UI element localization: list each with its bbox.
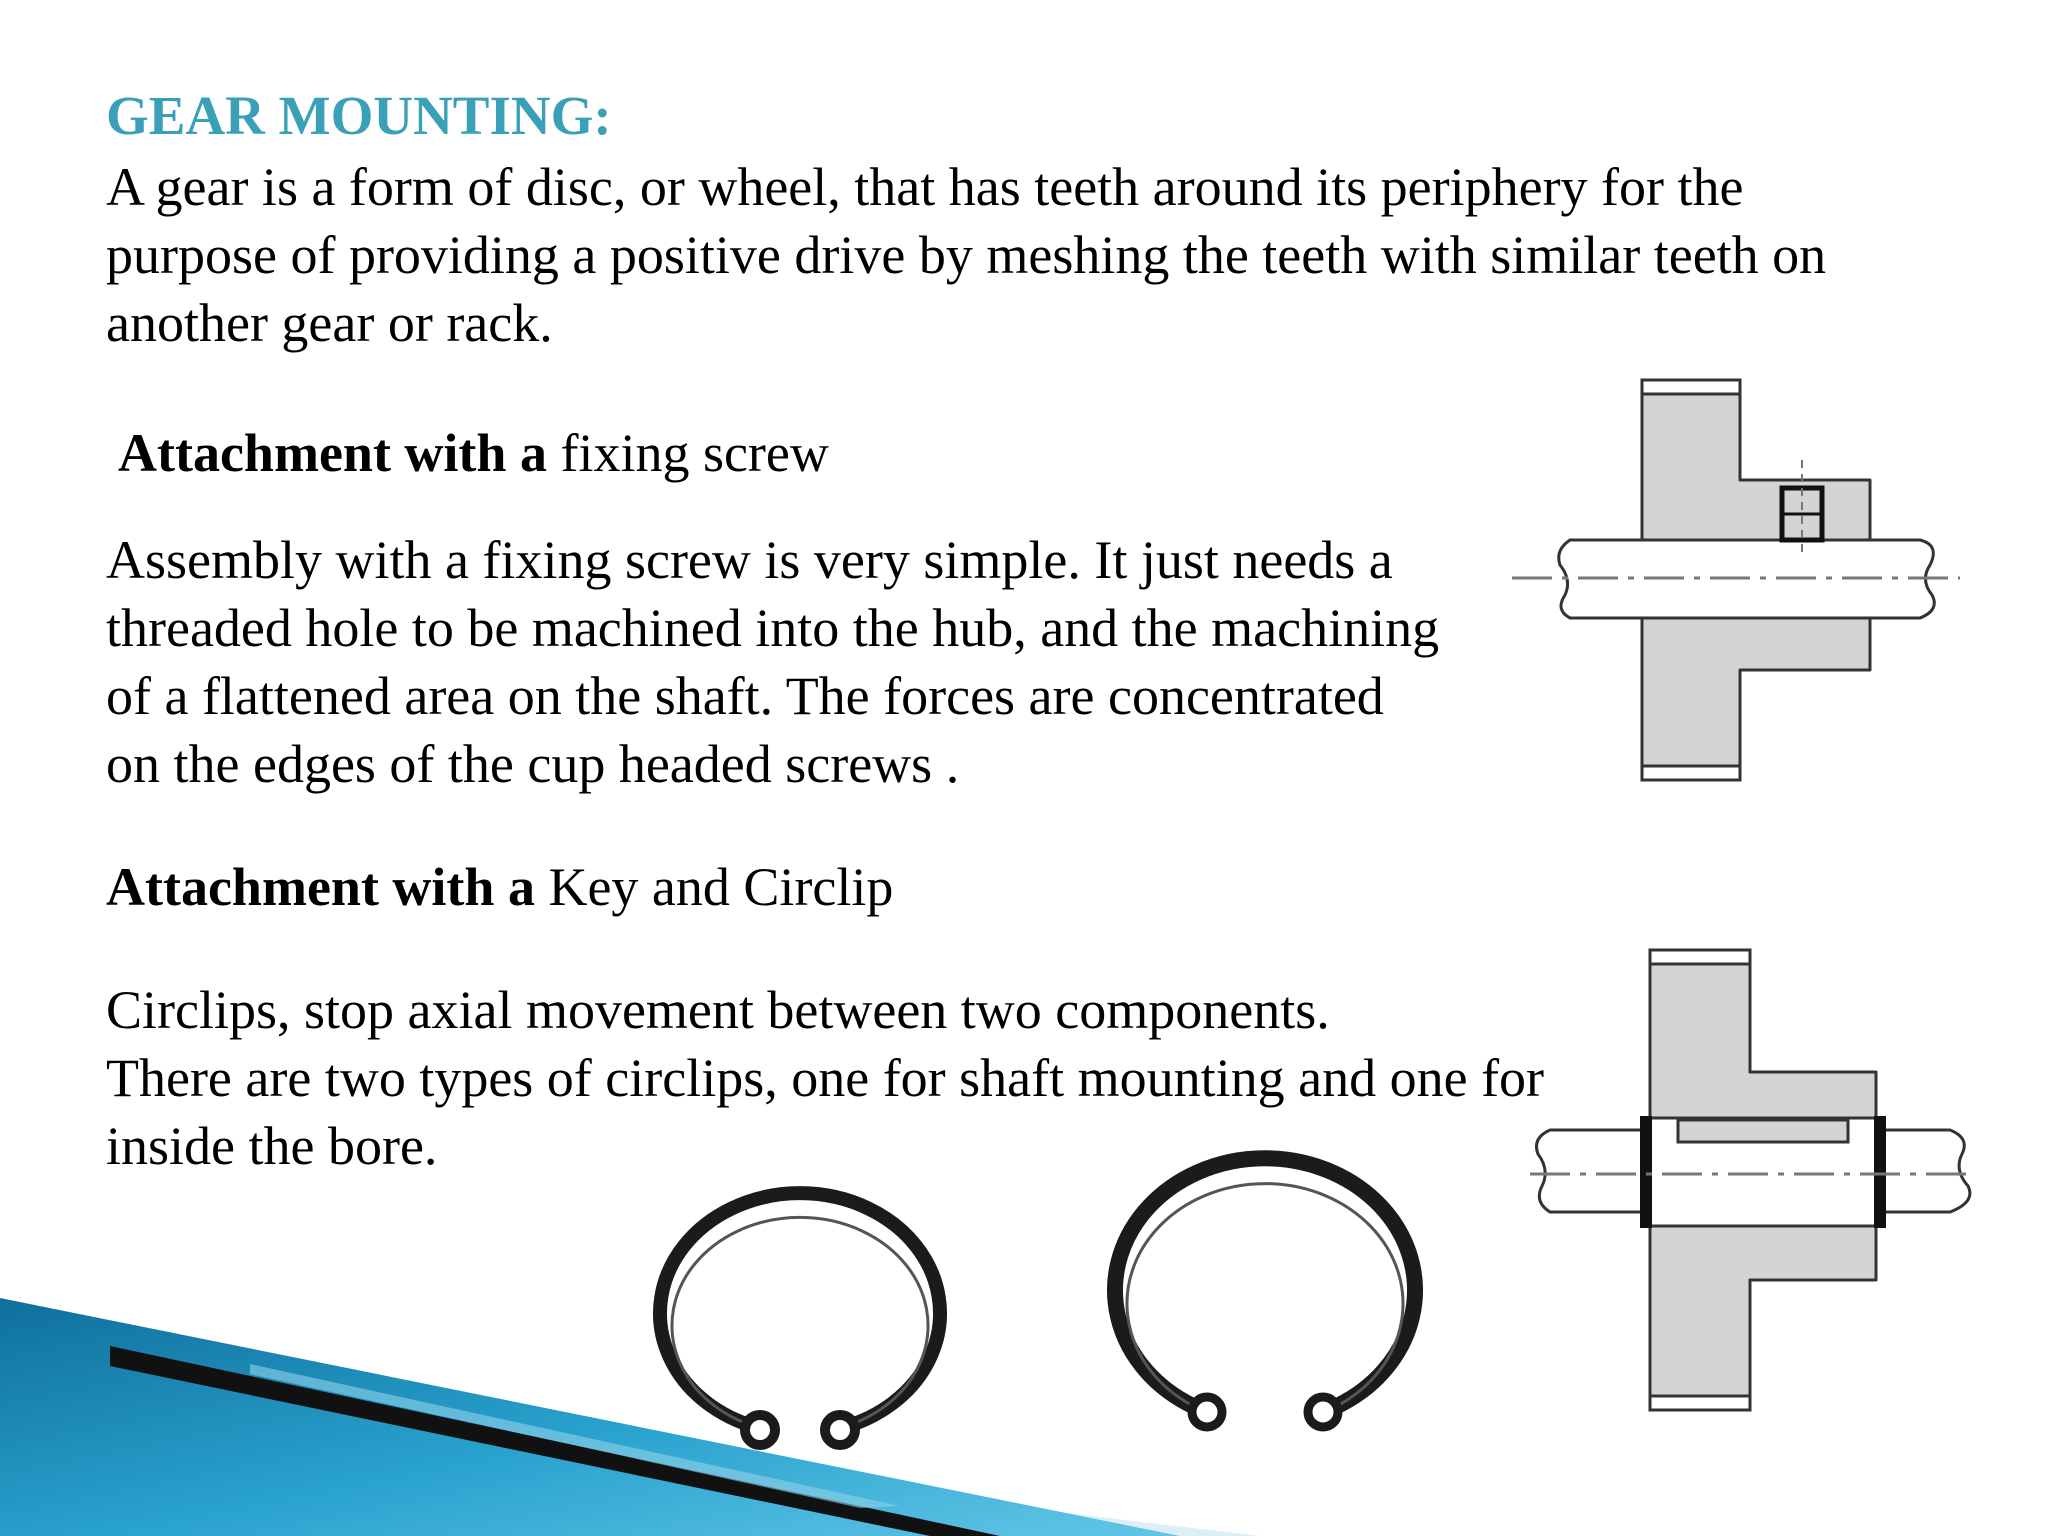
decorative-swoosh [0, 1286, 2048, 1536]
intro-line-1: A gear is a form of disc, or wheel, that has teeth around its periphery for the [106, 157, 1744, 217]
section1-line-2: threaded hole to be machined into the hub, and the machining [106, 598, 1440, 658]
circlip-right [1874, 1116, 1886, 1228]
section1-line-4: on the edges of the cup headed screws . [106, 734, 960, 794]
section2-line-3: inside the bore. [106, 1116, 438, 1176]
section2-line-2: There are two types of circlips, one for shaft mounting and one for [106, 1048, 1545, 1108]
fixing-screw-gear-diagram [1500, 370, 1960, 800]
section1-heading [118, 423, 829, 483]
section1-line-1: Assembly with a fixing screw is very simple. It just needs a [106, 530, 1393, 590]
section2-heading-rest: Key and Circlip [534, 857, 894, 917]
section2-heading-bold: Attachment with a [106, 857, 535, 917]
section1-heading-rest: fixing screw [546, 423, 829, 483]
intro-line-2: purpose of providing a positive drive by meshing the teeth with similar teeth on [106, 225, 1827, 285]
circlip-left [1640, 1116, 1652, 1228]
intro-line-3: another gear or rack. [106, 293, 553, 353]
slide-title: GEAR MOUNTING: [106, 85, 612, 146]
gear-tooth-band-bottom [1642, 766, 1740, 780]
section1-line-3: of a flattened area on the shaft. The forces are concentrated [106, 666, 1384, 726]
key [1678, 1120, 1848, 1142]
section2-heading [106, 857, 894, 917]
section1-heading-bold: Attachment with a [118, 423, 547, 483]
gear-tooth-band-top-2 [1650, 950, 1750, 964]
section2-line-1: Circlips, stop axial movement between two components. [106, 980, 1330, 1040]
gear-tooth-band-top [1642, 380, 1740, 394]
